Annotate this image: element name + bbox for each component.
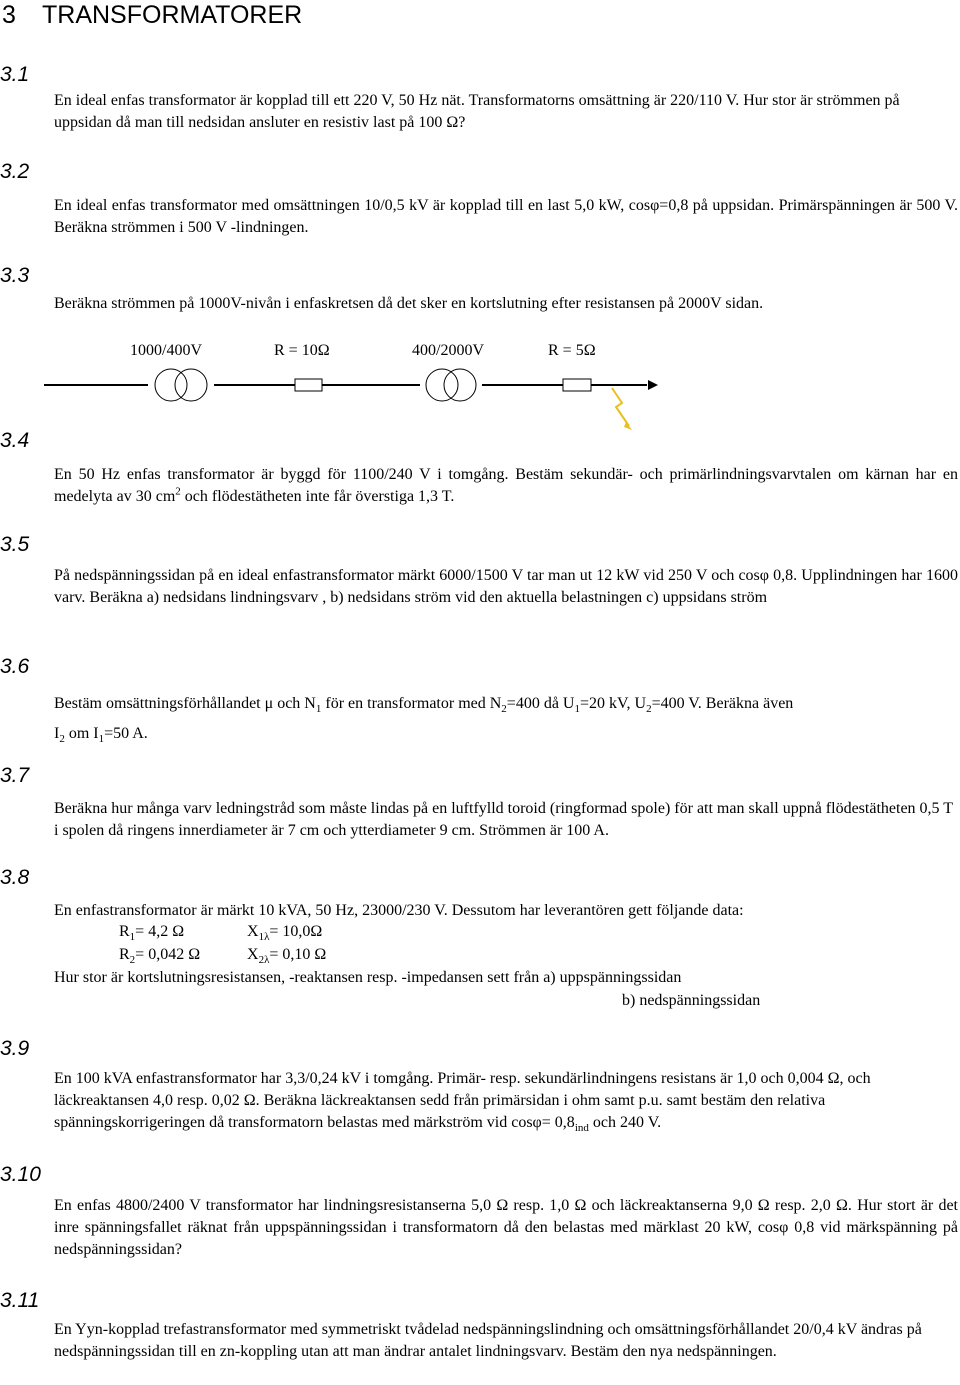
problem-number: 3.1 bbox=[0, 63, 30, 86]
problem-text: Beräkna hur många varv ledningstråd som måste lindas på en luftfylld toroid (ringformad spole) för att man skall uppnå flödestätheten 0,5 T i spolen då ringens innerdiameter är 7 cm och ytterdiameter 9 cm. Strömmen är 100 A. bbox=[54, 800, 953, 839]
transformer-1-label: 1000/400V bbox=[130, 342, 202, 359]
problem-number: 3.11 bbox=[0, 1289, 40, 1312]
chapter-title: TRANSFORMATORER bbox=[42, 1, 303, 29]
problem-text: En enfas 4800/2400 V transformator har lindningsresistanserna 5,0 Ω resp. 1,0 Ω och läckreaktanserna 9,0 Ω resp. 2,0 Ω. Hur stort är det inre spänningsfallet räknat från uppspänningssidan i transformatorn då den belastas med märklast 20 kW, cosφ 0,8 vid märkspänning på nedspänningssidan? bbox=[54, 1197, 958, 1258]
problem-text: På nedspänningssidan på en ideal enfastransformator märkt 6000/1500 V tar man ut 12 kW vid 250 V och cosφ 0,8. Upplindningen har 1600 varv. Beräkna a) nedsidans lindningsvarv , b) nedsidans ström vid den aktuella belastningen c) uppsidans ström bbox=[54, 567, 958, 606]
problem-number: 3.6 bbox=[0, 655, 30, 678]
problem-number: 3.8 bbox=[0, 866, 30, 889]
problem-text: En 100 kVA enfastransformator har 3,3/0,24 kV i tomgång. Primär- resp. sekundärlindningens resistans är 1,0 och 0,004 Ω, och läckreaktansen 4,0 resp. 0,02 Ω. Beräkna läckreaktansen sedd från primärsidan i ohm samt p.u. samt bestäm den relativa spänningskorrigeringen då transformatorn belastas med märkström vid $\cos\varphi= 0,8_{ind}$ och 240 V. bbox=[54, 1070, 871, 1135]
data-r1: $R_1= 4,2$ Ω bbox=[119, 923, 185, 944]
problem-text: Beräkna strömmen på 1000V-nivån i enfaskretsen då det sker en kortslutning efter resistansen på 2000V sidan. bbox=[54, 295, 764, 312]
wire-arrow bbox=[648, 380, 658, 390]
problem-text: En ideal enfas transformator är kopplad till ett 220 V, 50 Hz nät. Transformatorns omsättning är 220/110 V. Hur stor är strömmen på uppsidan då man till nedsidan ansluter en resistiv last på 100 Ω? bbox=[54, 92, 900, 131]
problem-text: En Yyn-kopplad trefastransformator med symmetriskt tvådelad nedspänningslindning och omsättningsförhållandet 20/0,4 kV ändras på nedspänningssidan till en zn-koppling utan att man ändrar antalet lindningsvarv. Bestäm den nya nedspänningen. bbox=[54, 1321, 922, 1360]
resistor-1-symbol bbox=[295, 379, 322, 391]
problem-number: 3.9 bbox=[0, 1037, 30, 1060]
problem-text: En 50 Hz enfas transformator är byggd för 1100/240 V i tomgång. Bestäm sekundär- och primärlindningsvarvtalen om kärnan har en medelyta av 30 $cm^2$ och flödestätheten inte får överstiga 1,3 T. bbox=[54, 466, 958, 505]
data-r2: $R_2= 0,042$ Ω bbox=[119, 946, 201, 967]
resistor-2-label: R = 5Ω bbox=[548, 342, 596, 359]
short-circuit-symbol bbox=[612, 388, 629, 426]
data-x2: $X_{2\lambda}= 0,10$ Ω bbox=[247, 946, 327, 967]
chapter-number: 3 bbox=[2, 1, 16, 29]
data-x1: $X_{1\lambda}= 10,0\Omega$ bbox=[247, 923, 323, 944]
problem-text: Bestäm omsättningsförhållandet μ och $N_1$ för en transformator med $N_2=400$ då $U_1=20$ kV, $U_2=400$ V. Beräkna även $I_2$ om $I_1=50$ A. bbox=[54, 695, 794, 746]
resistor-1-label: R = 10Ω bbox=[274, 342, 330, 359]
problem-number: 3.5 bbox=[0, 533, 30, 556]
problem-number: 3.2 bbox=[0, 160, 30, 183]
resistor-2-symbol bbox=[563, 379, 591, 391]
problem-question: Hur stor är kortslutningsresistansen, -reaktansen resp. -impedansen sett från a) uppspänningssidan bbox=[54, 969, 682, 986]
problem-text: En enfastransformator är märkt 10 kVA, 50 Hz, 23000/230 V. Dessutom har leverantören gett följande data: bbox=[54, 902, 744, 919]
problem-number: 3.7 bbox=[0, 764, 30, 787]
problem-text: En ideal enfas transformator med omsättningen 10/0,5 kV är kopplad till en last 5,0 kW, cosφ=0,8 på uppsidan. Primärspänningen är 500 V. Beräkna strömmen i 500 V -lindningen. bbox=[54, 197, 958, 236]
transformer-2-symbol bbox=[426, 369, 476, 401]
transformer-1-symbol bbox=[155, 369, 207, 401]
transformer-2-label: 400/2000V bbox=[412, 342, 484, 359]
chapter-heading bbox=[0, 0, 960, 30]
problem-number: 3.10 bbox=[0, 1163, 41, 1186]
problem-number: 3.3 bbox=[0, 264, 30, 287]
circuit-diagram bbox=[0, 360, 700, 435]
problem-option-b: b) nedspänningssidan bbox=[622, 992, 761, 1009]
problem-number: 3.4 bbox=[0, 429, 30, 452]
